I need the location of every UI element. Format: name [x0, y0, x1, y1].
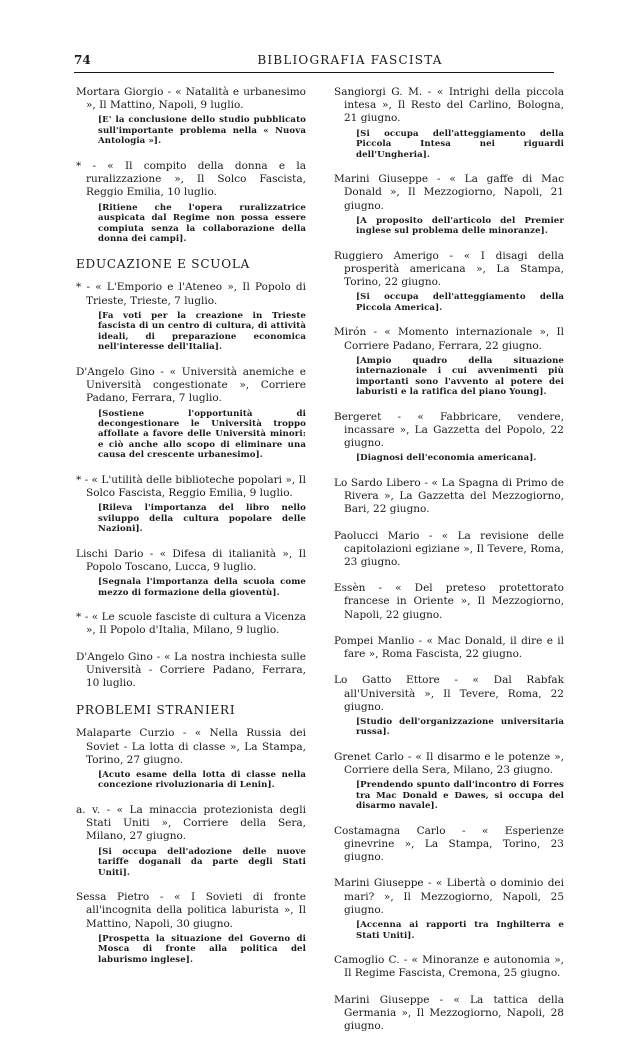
- entry-note: [A proposito dell'articolo del Premier inglese sul problema delle minoranze].: [356, 215, 564, 237]
- page-number: 74: [74, 53, 91, 67]
- entry-note: [Si occupa dell'adozione delle nuove tariffe doganali da parte degli Stati Uniti].: [98, 846, 306, 878]
- entry-note: [Diagnosi dell'economia americana].: [356, 453, 537, 464]
- entry-citation: * - « L'Emporio e l'Ateneo », Il Popolo di Trieste, Trieste, 7 luglio.: [76, 281, 306, 307]
- bib-entry: [76, 611, 306, 637]
- entry-note: [Rileva l'importanza del libro nello sviluppo della cultura popolare delle Nazioni].: [98, 503, 306, 535]
- entry-citation: Marini Giuseppe - « La tattica della Germania », Il Mezzogiorno, Napoli, 28 giugno.: [334, 993, 564, 1032]
- entry-note: [Prendendo spunto dall'incontro di Forres tra Mac Donald e Dawes, si occupa del disarmo navale].: [356, 780, 564, 812]
- entry-citation: D'Angelo Gino - « La nostra inchiesta sulle Università - Corriere Padano, Ferrara, 10 luglio.: [76, 650, 306, 690]
- entry-citation: Mortara Giorgio - « Natalità e urbanesimo », Il Mattino, Napoli, 9 luglio.: [76, 86, 306, 112]
- section-title-problemi-stranieri: PROBLEMI STRANIERI: [76, 703, 236, 718]
- bib-entry: [334, 674, 564, 738]
- entry-citation: Sessa Pietro - « I Sovieti di fronte all'incognita della politica laburista », Il Mattino, Napoli, 30 giugno.: [76, 891, 306, 930]
- entry-citation: Malaparte Curzio - « Nella Russia dei Soviet - La lotta di classe », La Stampa, Torino, 27 giugno.: [76, 727, 306, 766]
- entry-citation: Sangiorgi G. M. - « Intrighi della piccola intesa », Il Resto del Carlino, Bologna, 21 giugno.: [334, 86, 564, 125]
- bib-entry: [334, 250, 564, 314]
- bib-entry: [76, 86, 306, 147]
- entry-citation: Marini Giuseppe - « La gaffe di Mac Donald », Il Mezzogiorno, Napoli, 21 giugno.: [334, 173, 564, 212]
- bib-entry: [76, 651, 306, 691]
- entry-citation: * - « Le scuole fasciste di cultura a Vicenza », Il Popolo d'Italia, Milano, 9 luglio.: [76, 611, 306, 637]
- entry-note: [Sostiene l'opportunità di decongestionare le Università troppo affollate a favore delle Università minori: e ciò anche allo scopo di eliminare una causa del crescente urbanesimo].: [98, 408, 306, 461]
- entry-citation: D'Angelo Gino - « Università anemiche e Università congestionate », Corriere Padano, Ferrara, 7 luglio.: [76, 365, 306, 405]
- entry-citation: Lischi Dario - « Difesa di italianità », Il Popolo Toscano, Lucca, 9 luglio.: [76, 547, 306, 574]
- entry-citation: Ruggiero Amerigo - « I disagi della prosperità americana », La Stampa, Torino, 22 giugno.: [334, 249, 564, 289]
- entry-citation: Lo Sardo Libero - « La Spagna di Primo de Rivera », La Gazzetta del Mezzogiorno, Bari, 22 giugno.: [334, 476, 564, 516]
- entry-note: [Acuto esame della lotta di classe nella concezione rivoluzionaria di Lenin].: [98, 769, 306, 791]
- bib-entry: [76, 804, 306, 878]
- right-column: [334, 86, 564, 1046]
- entry-citation: Bergeret - « Fabbricare, vendere, incassare », La Gazzetta del Popolo, 22 giugno.: [334, 410, 564, 450]
- bib-entry: [76, 548, 306, 598]
- bib-entry: [334, 825, 564, 865]
- entry-citation: Paolucci Mario - « La revisione delle capitolazioni egiziane », Il Tevere, Roma, 23 giugno.: [334, 529, 564, 568]
- bib-entry: [334, 954, 564, 980]
- entry-citation: Grenet Carlo - « Il disarmo e le potenze », Corriere della Sera, Milano, 23 giugno.: [334, 750, 564, 777]
- bib-entry: [76, 281, 306, 352]
- bib-entry: [334, 877, 564, 941]
- bib-entry: [334, 86, 564, 160]
- entry-citation: a. v. - « La minaccia protezionista degli Stati Uniti », Corriere della Sera, Milano, 27 giugno.: [76, 803, 306, 843]
- entry-note: [Si occupa dell'atteggiamento della Piccola America].: [356, 292, 564, 313]
- entry-note: [Studio dell'organizzazione universitaria russa].: [356, 716, 564, 738]
- entry-note: [Segnala l'importanza della scuola come mezzo di formazione della gioventù].: [98, 577, 306, 598]
- entry-citation: Camoglio C. - « Minoranze e autonomia », Il Regime Fascista, Cremona, 25 giugno.: [334, 954, 564, 980]
- entry-note: [E' la conclusione dello studio pubblicato sull'importante problema nella « Nuova Antologia »].: [98, 115, 306, 147]
- bib-entry: [334, 326, 564, 397]
- section-title-educazione: EDUCAZIONE E SCUOLA: [76, 257, 251, 272]
- entry-citation: Mirón - « Momento internazionale », Il Corriere Padano, Ferrara, 22 giugno.: [334, 326, 564, 352]
- bib-entry: [76, 160, 306, 245]
- header-rule: [74, 72, 554, 73]
- entry-citation: Costamagna Carlo - « Esperienze ginevrine », La Stampa, Torino, 23 giugno.: [334, 824, 564, 864]
- entry-note: [Fa voti per la creazione in Trieste fascista di un centro di cultura, di attività ideali, di preparazione economica nell'interesse dell'Italia].: [98, 310, 306, 353]
- entry-note: [Si occupa dell'atteggiamento della Piccola Intesa nei riguardi dell'Ungheria].: [356, 128, 564, 160]
- bib-entry: [334, 635, 564, 661]
- entry-citation: * - « Il compito della donna e la ruralizzazione », Il Solco Fascista, Reggio Emilia, 10 luglio.: [76, 159, 306, 199]
- entry-citation: Essèn - « Del preteso protettorato francese in Oriente », Il Mezzogiorno, Napoli, 22 giugno.: [334, 582, 564, 621]
- running-title: BIBLIOGRAFIA FASCISTA: [257, 53, 443, 67]
- entry-note: [Ampio quadro della situazione internazionale i cui avvenimenti più importanti sono l'avvento al potere dei laburisti e la ratifica del piano Young].: [356, 355, 564, 398]
- bib-entry: [334, 751, 564, 812]
- bib-entry: [334, 994, 564, 1034]
- entry-citation: Lo Gatto Ettore - « Dal Rabfak all'Università », Il Tevere, Roma, 22 giugno.: [334, 674, 564, 713]
- bib-entry: [334, 173, 564, 237]
- bib-entry: [76, 366, 306, 461]
- bib-entry: [334, 582, 564, 622]
- bib-entry: [334, 477, 564, 517]
- entry-citation: * - « L'utilità delle biblioteche popolari », Il Solco Fascista, Reggio Emilia, 9 luglio.: [76, 473, 306, 500]
- entry-citation: Pompei Manlio - « Mac Donald, il dire e il fare », Roma Fascista, 22 giugno.: [334, 634, 564, 661]
- entry-note: [Accenna ai rapporti tra Inghilterra e Stati Uniti].: [356, 920, 564, 941]
- entry-citation: Marini Giuseppe - « Libertà o dominio dei mari? », Il Mezzogiorno, Napoli, 25 giugno.: [334, 877, 564, 916]
- bib-entry: [76, 474, 306, 535]
- left-column: [76, 86, 306, 978]
- bib-entry: [76, 891, 306, 965]
- bib-entry: [334, 411, 564, 464]
- bib-entry: [76, 727, 306, 791]
- bib-entry: [334, 530, 564, 570]
- entry-note: [Ritiene che l'opera ruralizzatrice auspicata dal Regime non possa essere compiuta senza la collaborazione della donna dei campi].: [98, 202, 306, 244]
- entry-note: [Prospetta la situazione del Governo di Mosca di fronte alla politica del laburismo inglese].: [98, 933, 306, 965]
